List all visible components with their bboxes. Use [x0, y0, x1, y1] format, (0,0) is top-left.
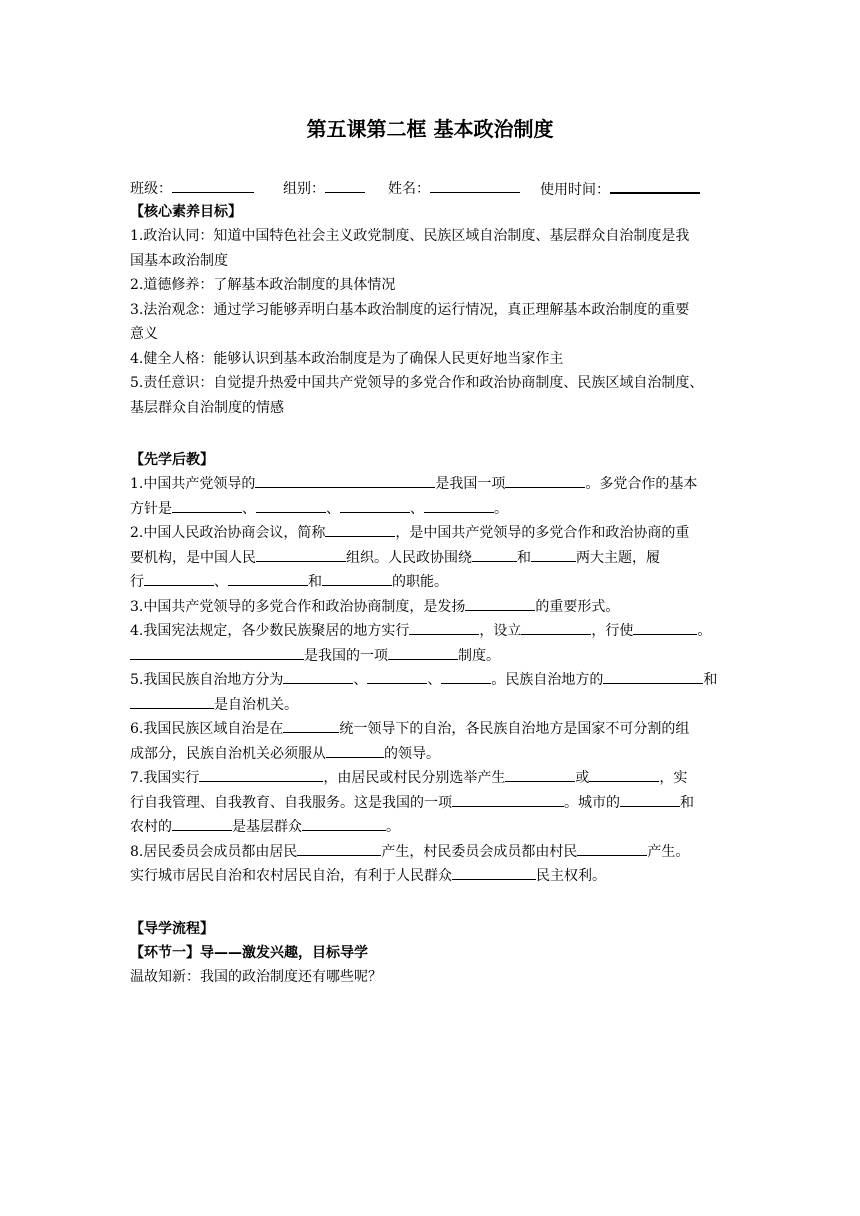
step1-heading: 【环节一】导——激发兴趣，目标导学	[130, 945, 368, 961]
q5-blank-1[interactable]	[283, 668, 353, 684]
q1-blank-6[interactable]	[424, 497, 494, 513]
flow-section	[130, 917, 730, 990]
q5-line-2: 是自治机关。	[130, 693, 730, 718]
goal-1-line-2: 国基本政治制度	[130, 252, 228, 269]
goal-5-line-1: 5.责任意识：自觉提升热爱中国共产党领导的多党合作和政治协商制度、民族区域自治制度、	[130, 375, 704, 391]
q7-line-3: 农村的 是基层群众 。	[130, 815, 730, 840]
preview-questions	[130, 472, 730, 889]
q8-line-1: 8.居民委员会成员都由居民 产生，村民委员会成员都由村民 产生。	[130, 840, 730, 865]
q4-line-1: 4.我国宪法规定，各少数民族聚居的地方实行 ，设立 ，行使 。	[130, 619, 730, 644]
q7-line-2: 行自我管理、自我教育、自我服务。这是我国的一项 。城市的 和	[130, 791, 730, 816]
time-blank[interactable]	[610, 177, 700, 194]
q4-line-2: 是我国的一项 制度。	[130, 644, 730, 669]
q2-line-2: 要机构，是中国人民 组织。人民政协围绕 和 两大主题，履	[130, 546, 730, 571]
goal-3-line-1: 3.法治观念：通过学习能够弄明白基本政治制度的运行情况，真正理解基本政治制度的重要	[130, 301, 690, 318]
q1-blank-4[interactable]	[256, 497, 326, 513]
group-blank[interactable]	[325, 177, 365, 193]
student-info-row	[130, 177, 730, 197]
q2-line-1: 2.中国人民政治协商会议，简称 ，是中国共产党领导的多党合作和政治协商的重	[130, 521, 730, 546]
q3-blank-1[interactable]	[465, 595, 535, 611]
preview-heading: 【先学后教】	[130, 452, 214, 468]
q4-blank-1[interactable]	[409, 619, 479, 635]
q7-blank-6[interactable]	[172, 815, 232, 831]
q2-line-3: 行 、 和 的职能。	[130, 570, 730, 595]
name-label: 姓名：	[388, 177, 520, 199]
class-label: 班级：	[130, 177, 254, 199]
q7-blank-3[interactable]	[589, 766, 659, 782]
q4-blank-5[interactable]	[388, 644, 458, 660]
q7-blank-4[interactable]	[452, 791, 564, 807]
q1-blank-3[interactable]	[172, 497, 242, 513]
goal-2: 2.道德修养：了解基本政治制度的具体情况	[130, 277, 396, 293]
q7-blank-1[interactable]	[199, 766, 323, 782]
q5-line-1: 5.我国民族自治地方分为 、 、 。民族自治地方的 和	[130, 668, 730, 693]
name-blank[interactable]	[430, 177, 520, 193]
goal-5-line-2: 基层群众自治制度的情感	[130, 399, 284, 416]
q2-blank-6[interactable]	[228, 570, 308, 586]
q4-blank-4[interactable]	[130, 644, 304, 660]
goal-4: 4.健全人格：能够认识到基本政治制度是为了确保人民更好地当家作主	[130, 350, 564, 367]
goals-list	[130, 224, 730, 420]
q7-line-1: 7.我国实行 ，由居民或村民分别选举产生 或 ，实	[130, 766, 730, 791]
q1-line-1: 1.中国共产党领导的 是我国一项 。多党合作的基本	[130, 472, 730, 497]
goals-heading: 【核心素养目标】	[130, 204, 242, 220]
goal-3-line-2: 意义	[130, 326, 158, 342]
review-question: 温故知新：我国的政治制度还有哪些呢？	[130, 969, 382, 985]
time-label: 使用时间：	[540, 177, 700, 200]
flow-heading: 【导学流程】	[130, 921, 214, 937]
q7-blank-2[interactable]	[505, 766, 575, 782]
q2-blank-3[interactable]	[472, 546, 517, 562]
goal-1-line-1: 1.政治认同：知道中国特色社会主义政党制度、民族区域自治制度、基层群众自治制度是我	[130, 228, 690, 244]
q1-blank-1[interactable]	[255, 472, 435, 488]
q7-blank-7[interactable]	[302, 815, 386, 831]
q8-blank-2[interactable]	[577, 840, 647, 856]
q8-blank-3[interactable]	[452, 864, 536, 880]
q6-line-1: 6.我国民族区域自治是在 统一领导下的自治，各民族自治地方是国家不可分割的组	[130, 717, 730, 742]
class-blank[interactable]	[172, 177, 254, 193]
q7-blank-5[interactable]	[620, 791, 680, 807]
group-label: 组别：	[283, 177, 365, 199]
goals-section	[130, 200, 730, 420]
q6-blank-2[interactable]	[326, 742, 384, 758]
q6-blank-1[interactable]	[283, 717, 339, 733]
q5-blank-5[interactable]	[130, 693, 214, 709]
q8-line-2: 实行城市居民自治和农村居民自治，有利于人民群众 民主权利。	[130, 864, 730, 889]
q3-line: 3.中国共产党领导的多党合作和政治协商制度，是发扬 的重要形式。	[130, 595, 730, 620]
q4-blank-3[interactable]	[633, 619, 697, 635]
preview-section	[130, 448, 730, 889]
q5-blank-4[interactable]	[603, 668, 703, 684]
q1-line-2: 方针是 、 、 、 。	[130, 497, 730, 522]
q5-blank-3[interactable]	[441, 668, 491, 684]
q4-blank-2[interactable]	[521, 619, 591, 635]
q2-blank-4[interactable]	[531, 546, 576, 562]
q2-blank-7[interactable]	[322, 570, 392, 586]
q2-blank-5[interactable]	[144, 570, 214, 586]
q6-line-2: 成部分，民族自治机关必须服从 的领导。	[130, 742, 730, 767]
q2-blank-2[interactable]	[256, 546, 346, 562]
q1-blank-5[interactable]	[340, 497, 410, 513]
q2-blank-1[interactable]	[325, 521, 395, 537]
q5-blank-2[interactable]	[367, 668, 427, 684]
page-title: 第五课第二框 基本政治制度	[306, 117, 554, 141]
q1-blank-2[interactable]	[505, 472, 585, 488]
q8-blank-1[interactable]	[297, 840, 381, 856]
